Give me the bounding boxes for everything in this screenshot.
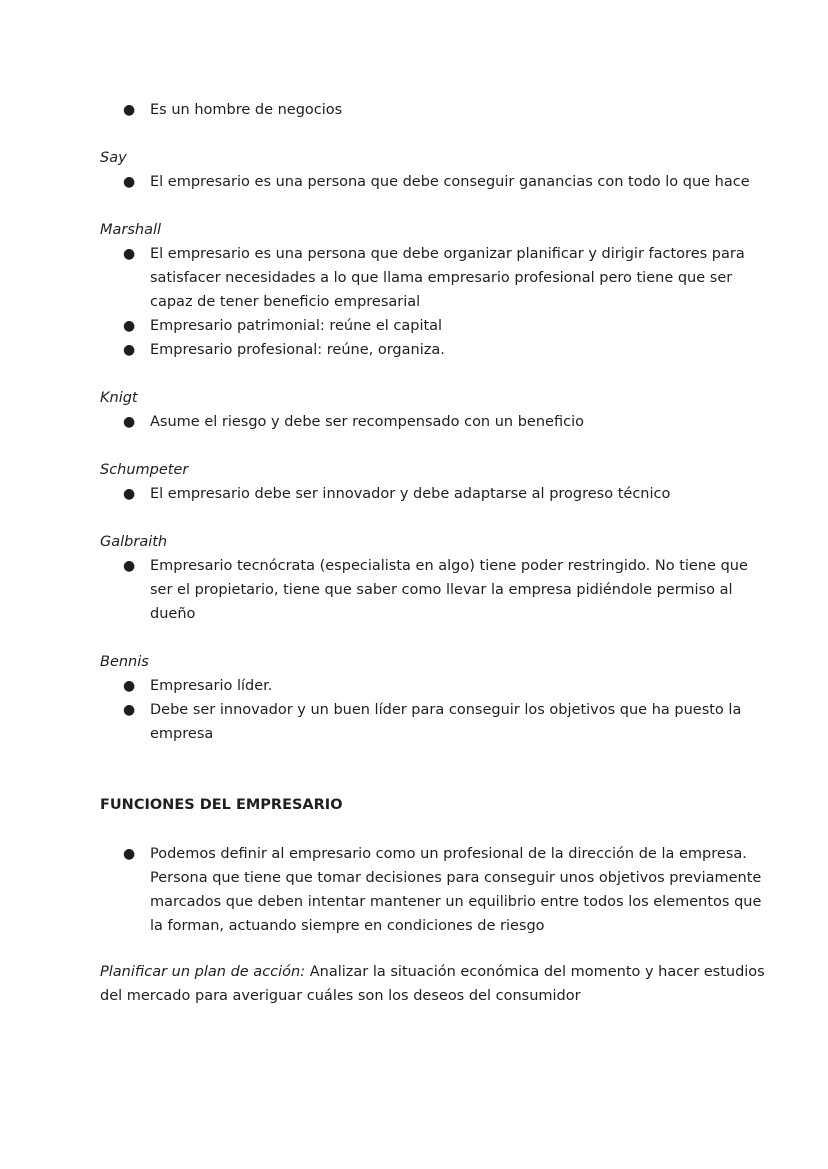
list-item: Empresario patrimonial: reúne el capital xyxy=(150,318,443,334)
list-item-line: capaz de tener beneficio empresarial xyxy=(150,294,421,310)
bullet-icon: ● xyxy=(123,846,136,862)
bullet-icon: ● xyxy=(123,246,136,262)
author-heading-bennis: Bennis xyxy=(100,654,149,670)
author-heading-galbraith: Galbraith xyxy=(100,534,168,550)
list-item: Asume el riesgo y debe ser recompensado con un beneficio xyxy=(150,414,584,430)
bullet-icon: ● xyxy=(123,174,136,190)
list-item-line: Persona que tiene que tomar decisiones para conseguir unos objetivos previamente xyxy=(150,870,762,886)
author-heading-schumpeter: Schumpeter xyxy=(100,462,189,478)
bullet-icon: ● xyxy=(123,558,136,574)
paragraph-line: del mercado para averiguar cuáles son los deseos del consumidor xyxy=(100,988,581,1004)
list-item: Empresario líder. xyxy=(150,678,273,694)
list-item: El empresario es una persona que debe conseguir ganancias con todo lo que hace xyxy=(150,174,750,190)
list-item-line: ser el propietario, tiene que saber como llevar la empresa pidiéndole permiso al xyxy=(150,582,733,598)
list-item-line: empresa xyxy=(150,726,214,742)
list-item: Es un hombre de negocios xyxy=(150,102,343,118)
bullet-icon: ● xyxy=(123,318,136,334)
author-heading-say: Say xyxy=(100,150,127,166)
list-item-line: Debe ser innovador y un buen líder para conseguir los objetivos que ha puesto la xyxy=(150,702,742,718)
bullet-icon: ● xyxy=(123,342,136,358)
plan-label: Planificar un plan de acción: xyxy=(100,964,306,980)
list-item-line: Empresario tecnócrata (especialista en algo) tiene poder restringido. No tiene que xyxy=(150,558,748,574)
plan-text: Analizar la situación económica del momento y hacer estudios xyxy=(305,964,765,980)
section-title-funciones: FUNCIONES DEL EMPRESARIO xyxy=(100,797,343,813)
bullet-icon: ● xyxy=(123,678,136,694)
list-item: El empresario debe ser innovador y debe adaptarse al progreso técnico xyxy=(150,486,671,502)
list-item-line: El empresario es una persona que debe organizar planificar y dirigir factores para xyxy=(150,246,745,262)
list-item-line: Podemos definir al empresario como un profesional de la dirección de la empresa. xyxy=(150,846,747,862)
list-item-line: la forman, actuando siempre en condiciones de riesgo xyxy=(150,918,545,934)
bullet-icon: ● xyxy=(123,702,136,718)
bullet-icon: ● xyxy=(123,414,136,430)
author-heading-knigt: Knigt xyxy=(100,390,138,406)
author-heading-marshall: Marshall xyxy=(100,222,162,238)
bullet-icon: ● xyxy=(123,486,136,502)
paragraph-line xyxy=(100,960,765,984)
bullet-icon: ● xyxy=(123,102,136,118)
list-item-line: dueño xyxy=(150,606,196,622)
list-item: Empresario profesional: reúne, organiza. xyxy=(150,342,445,358)
list-item-line: marcados que deben intentar mantener un equilibrio entre todos los elementos que xyxy=(150,894,762,910)
list-item-line: satisfacer necesidades a lo que llama empresario profesional pero tiene que ser xyxy=(150,270,733,286)
